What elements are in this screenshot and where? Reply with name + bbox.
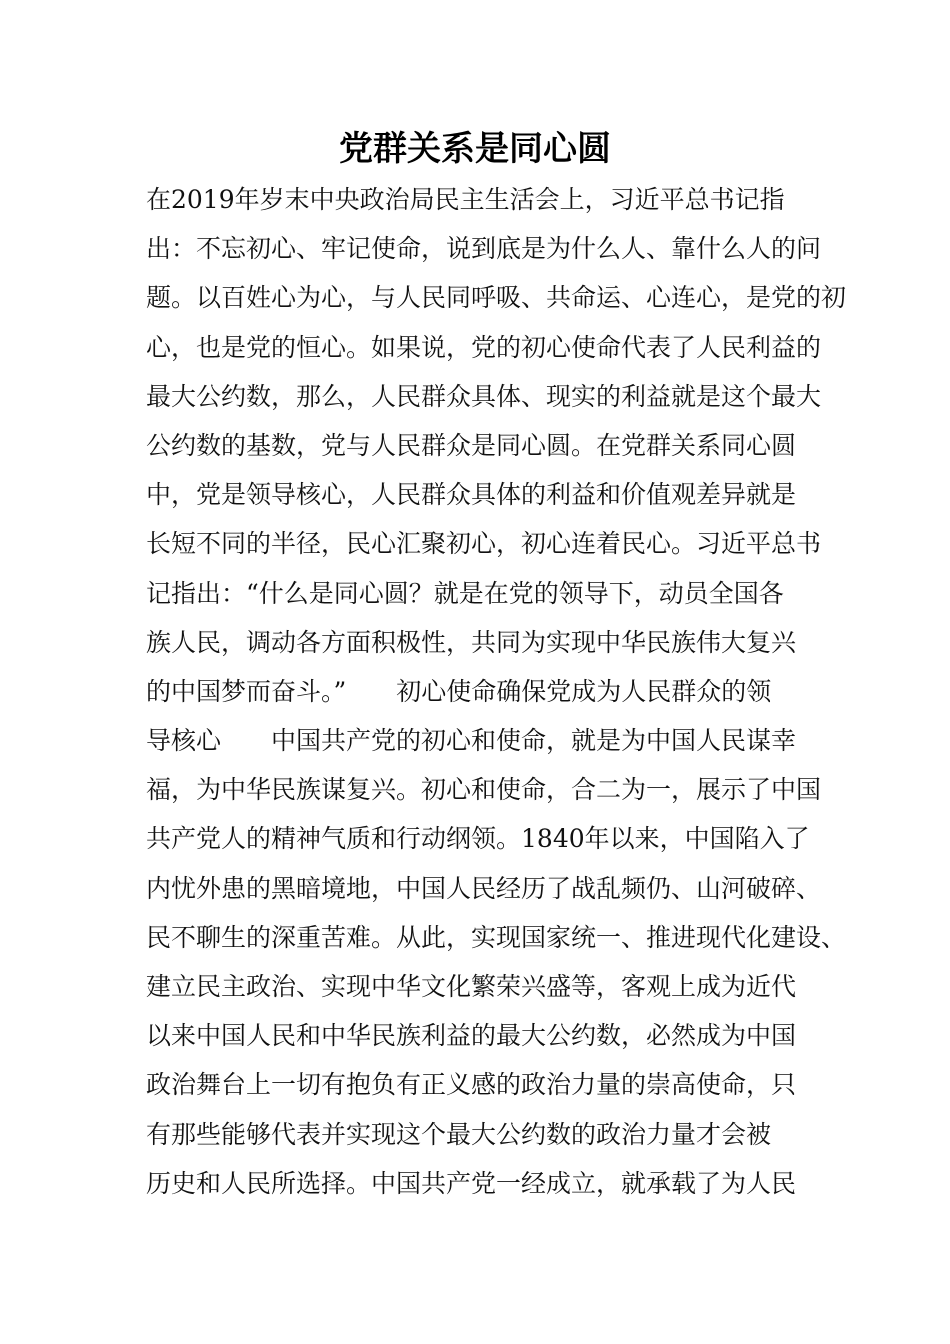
text-line: 记指出：“什么是同心圆？就是在党的领导下，动员全国各 (146, 578, 784, 608)
text-line: 共产党人的精神气质和行动纲领。1840年以来，中国陷入了 (146, 824, 810, 854)
text-line: 题。以百姓心为心，与人民同呼吸、共命运、心连心，是党的初 (146, 283, 847, 313)
text-line: 内忧外患的黑暗境地，中国人民经历了战乱频仍、山河破碎、 (146, 873, 822, 903)
text-line: 最大公约数，那么，人民群众具体、现实的利益就是这个最大 (146, 381, 822, 411)
text-line: 长短不同的半径，民心汇聚初心，初心连着民心。习近平总书 (146, 529, 822, 559)
text-line: 在2019年岁末中央政治局民主生活会上，习近平总书记指 (146, 185, 785, 214)
text-line: 历史和人民所选择。中国共产党一经成立，就承载了为人民 (146, 1168, 797, 1198)
text-line: 有那些能够代表并实现这个最大公约数的政治力量才会被 (146, 1119, 772, 1149)
document-title: 党群关系是同心圆 (339, 129, 611, 169)
text-line: 政治舞台上一切有抱负有正义感的政治力量的崇高使命，只 (146, 1070, 797, 1100)
text-line: 中，党是领导核心，人民群众具体的利益和价值观差异就是 (146, 480, 797, 510)
text-line: 的中国梦而奋斗。” 初心使命确保党成为人民群众的领 (146, 676, 772, 706)
text-line: 福，为中华民族谋复兴。初心和使命，合二为一，展示了中国 (146, 775, 822, 805)
text-line: 公约数的基数，党与人民群众是同心圆。在党群关系同心圆 (146, 430, 797, 460)
text-line: 心，也是党的恒心。如果说，党的初心使命代表了人民利益的 (146, 332, 822, 362)
text-line: 族人民，调动各方面积极性，共同为实现中华民族伟大复兴 (146, 627, 797, 657)
text-line: 民不聊生的深重苦难。从此，实现国家统一、推进现代化建设、 (146, 922, 847, 952)
text-line: 建立民主政治、实现中华文化繁荣兴盛等，客观上成为近代 (146, 972, 797, 1001)
text-line: 以来中国人民和中华民族利益的最大公约数，必然成为中国 (146, 1021, 797, 1051)
text-line: 出：不忘初心、牢记使命，说到底是为什么人、靠什么人的问 (146, 234, 822, 264)
document-body (146, 180, 847, 1213)
text-line: 导核心 中国共产党的初心和使命，就是为中国人民谋幸 (146, 726, 797, 756)
